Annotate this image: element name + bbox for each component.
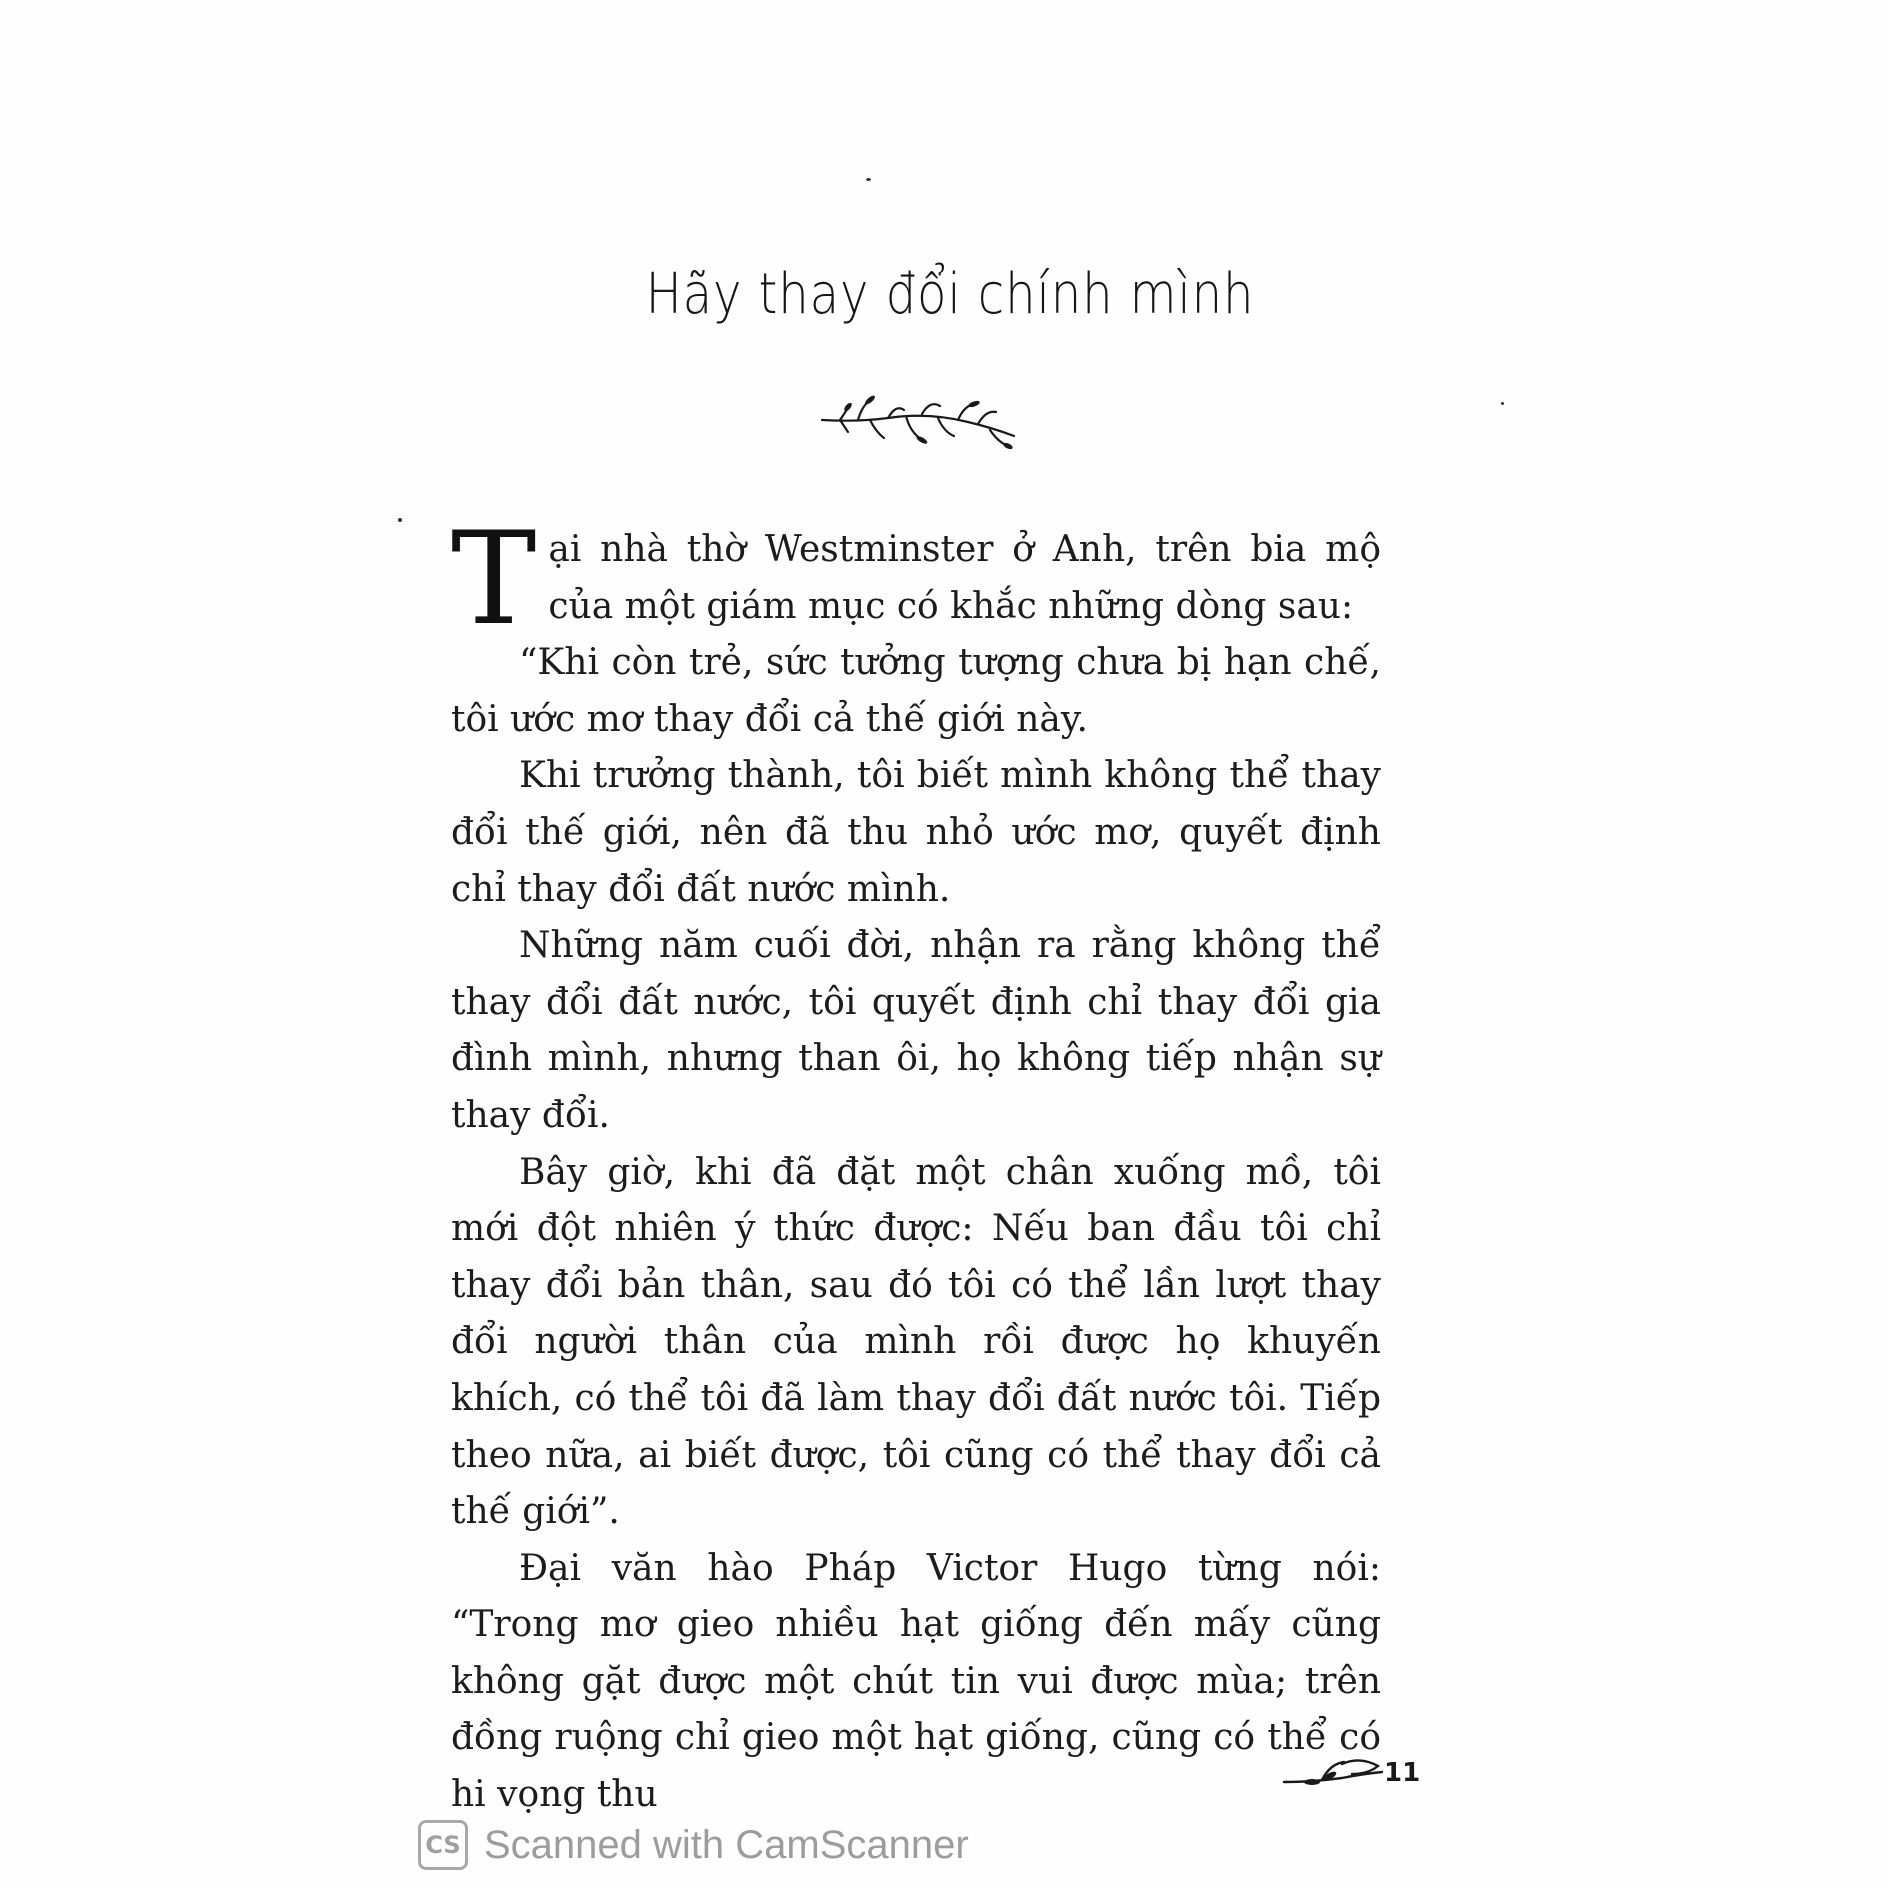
scan-speck xyxy=(1501,402,1504,405)
camscanner-logo: CS xyxy=(418,1820,468,1870)
paragraph: “Khi còn trẻ, sức tưởng tượng chưa bị hạn chế, tôi ước mơ thay đổi cả thế giới này. xyxy=(451,642,1381,740)
paragraph xyxy=(451,505,1381,654)
leaf-ornament-icon xyxy=(1282,1752,1392,1792)
scan-speck xyxy=(398,518,402,522)
chapter-title: Hãy thay đổi chính mình xyxy=(645,262,1255,327)
drop-cap: T xyxy=(451,505,537,654)
scanner-watermark xyxy=(418,1818,969,1872)
paragraph: Những năm cuối đời, nhận ra rằng không thể thay đổi đất nước, tôi quyết định chỉ thay đổi gia đình mình, nhưng than ôi, họ không tiếp nhận sự thay đổi. xyxy=(451,925,1381,1136)
scan-speck xyxy=(866,178,871,181)
paragraph: Bây giờ, khi đã đặt một chân xuống mồ, tôi mới đột nhiên ý thức được: Nếu ban đầu tôi chỉ thay đổi bản thân, sau đó tôi có thể lần lượt thay đổi người thân của mình rồi được họ khuyến khích, có thể tôi đã làm thay đổi đất nước tôi. Tiếp theo nữa, ai biết được, tôi cũng có thể thay đổi cả thế giới”. xyxy=(451,1151,1381,1533)
page-number: 11 xyxy=(1384,1758,1421,1788)
paragraph: Đại văn hào Pháp Victor Hugo từng nói: “Trong mơ gieo nhiều hạt giống đến mấy cũng không gặt được một chút tin vui được mùa; trên đồng ruộng chỉ gieo một hạt giống, cũng có thể có hi vọng thu xyxy=(451,1547,1381,1816)
paragraph: Khi trưởng thành, tôi biết mình không thể thay đổi thế giới, nên đã thu nhỏ ước mơ, quyết định chỉ thay đổi đất nước mình. xyxy=(451,755,1381,910)
paragraph-text: ại nhà thờ Westminster ở Anh, trên bia mộ của một giám mục có khắc những dòng sau: xyxy=(548,529,1381,627)
vine-ornament-icon xyxy=(818,392,1018,452)
body-text xyxy=(451,505,1381,1824)
scanner-text: Scanned with CamScanner xyxy=(484,1822,969,1867)
